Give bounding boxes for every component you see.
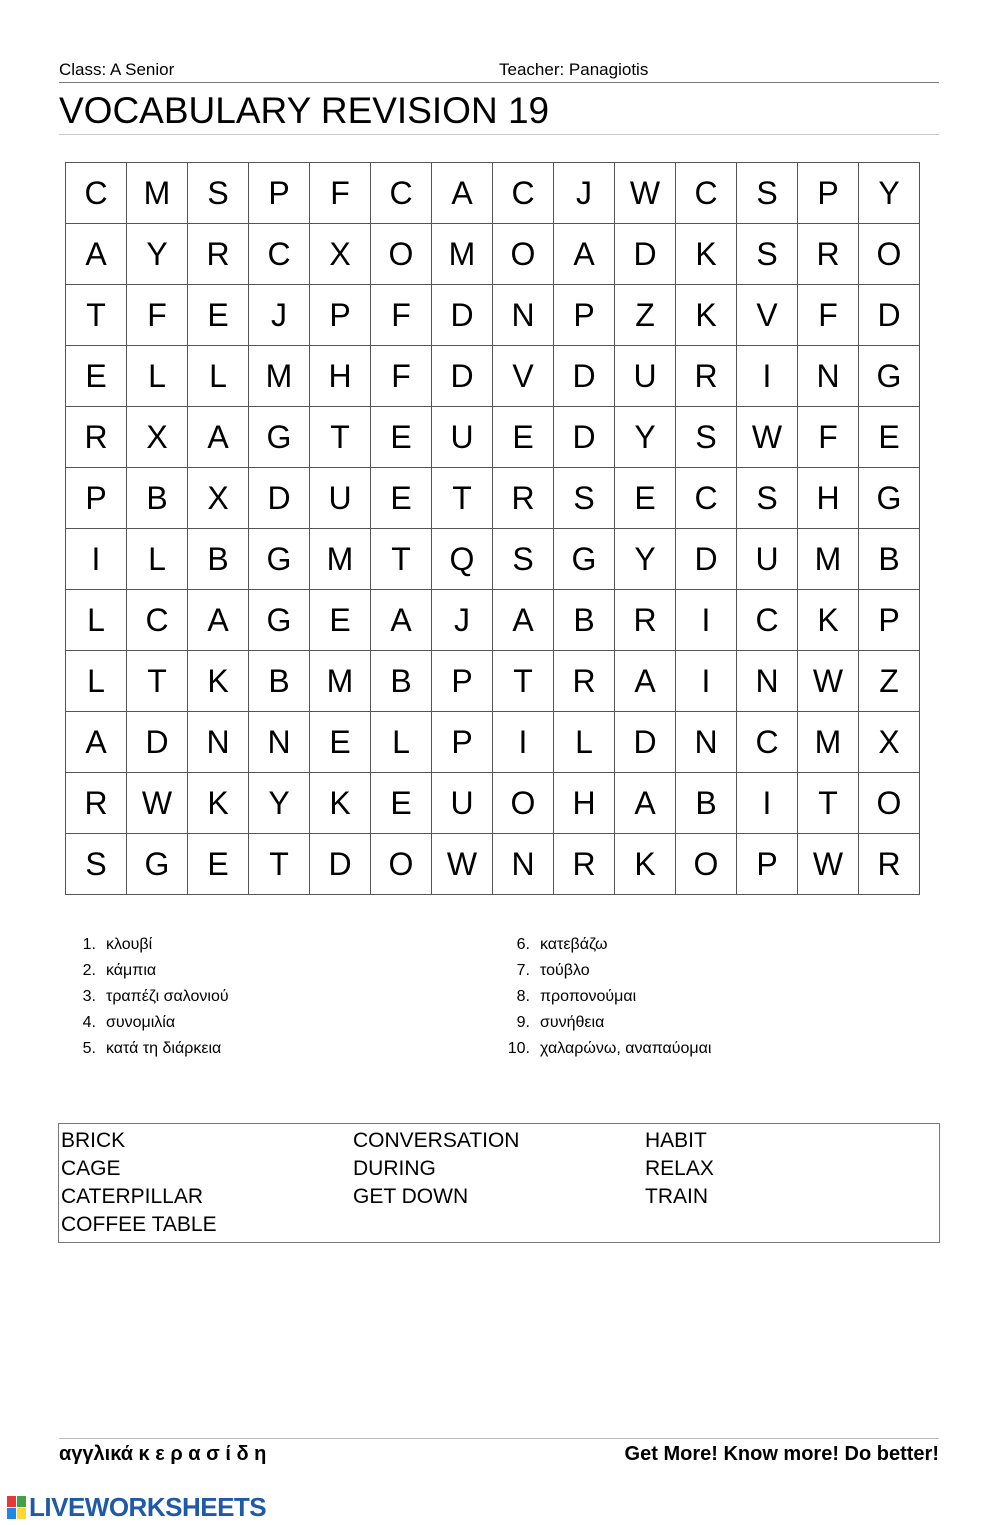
grid-cell[interactable]: Y bbox=[615, 407, 676, 468]
grid-cell[interactable]: P bbox=[737, 834, 798, 895]
grid-cell[interactable]: G bbox=[249, 407, 310, 468]
clue-number: 1. bbox=[82, 936, 96, 953]
word-bank-column bbox=[61, 1127, 217, 1239]
grid-cell[interactable]: A bbox=[66, 712, 127, 773]
clue-list-left bbox=[66, 934, 229, 1064]
grid-cell[interactable]: T bbox=[66, 285, 127, 346]
clue-item bbox=[66, 986, 229, 1012]
logo-square bbox=[17, 1508, 26, 1519]
grid-cell[interactable]: E bbox=[371, 468, 432, 529]
grid-cell[interactable]: Y bbox=[615, 529, 676, 590]
grid-cell[interactable]: G bbox=[249, 590, 310, 651]
grid-cell[interactable]: P bbox=[249, 163, 310, 224]
teacher-label: Teacher: Panagiotis bbox=[499, 60, 649, 79]
grid-cell[interactable]: L bbox=[127, 529, 188, 590]
clue-item bbox=[500, 1012, 711, 1038]
grid-row bbox=[66, 834, 920, 895]
clue-number: 2. bbox=[82, 962, 96, 979]
clue-text: κατεβάζω bbox=[540, 936, 608, 953]
word-search-grid bbox=[65, 162, 920, 895]
grid-cell[interactable]: C bbox=[66, 163, 127, 224]
grid-cell[interactable]: L bbox=[554, 712, 615, 773]
grid-cell[interactable]: A bbox=[371, 590, 432, 651]
grid-cell[interactable]: D bbox=[127, 712, 188, 773]
clue-item bbox=[500, 1038, 711, 1064]
grid-cell[interactable]: E bbox=[188, 285, 249, 346]
grid-cell[interactable]: X bbox=[188, 468, 249, 529]
grid-cell[interactable]: V bbox=[493, 346, 554, 407]
grid-cell[interactable]: R bbox=[66, 407, 127, 468]
word-bank bbox=[58, 1123, 940, 1243]
grid-cell[interactable]: U bbox=[432, 773, 493, 834]
grid-cell[interactable]: R bbox=[676, 346, 737, 407]
logo-square bbox=[17, 1496, 26, 1507]
grid-cell[interactable]: R bbox=[554, 834, 615, 895]
grid-cell[interactable]: Y bbox=[127, 224, 188, 285]
grid-cell[interactable]: N bbox=[798, 346, 859, 407]
liveworksheets-logo-text: LIVEWORKSHEETS bbox=[29, 1491, 267, 1522]
grid-cell[interactable]: N bbox=[493, 834, 554, 895]
grid-cell[interactable]: B bbox=[554, 590, 615, 651]
grid-cell[interactable]: U bbox=[737, 529, 798, 590]
clue-number: 8. bbox=[516, 988, 530, 1005]
clue-item bbox=[66, 960, 229, 986]
word-bank-column bbox=[645, 1127, 714, 1211]
grid-cell[interactable]: M bbox=[249, 346, 310, 407]
grid-cell[interactable]: D bbox=[859, 285, 920, 346]
clue-text: κλουβί bbox=[106, 936, 153, 953]
grid-cell[interactable]: W bbox=[127, 773, 188, 834]
grid-cell[interactable]: M bbox=[798, 712, 859, 773]
grid-cell[interactable]: K bbox=[615, 834, 676, 895]
page-title: VOCABULARY REVISION 19 bbox=[59, 88, 939, 135]
clue-number: 7. bbox=[516, 962, 530, 979]
footer-divider bbox=[59, 1438, 939, 1439]
grid-cell[interactable]: C bbox=[371, 163, 432, 224]
grid-cell[interactable]: I bbox=[66, 529, 127, 590]
grid-cell[interactable]: O bbox=[859, 773, 920, 834]
grid-cell[interactable]: O bbox=[676, 834, 737, 895]
grid-cell[interactable]: K bbox=[188, 773, 249, 834]
grid-cell[interactable]: E bbox=[371, 773, 432, 834]
clue-number: 6. bbox=[516, 936, 530, 953]
grid-cell[interactable]: A bbox=[615, 651, 676, 712]
grid-cell[interactable]: K bbox=[188, 651, 249, 712]
grid-cell[interactable]: G bbox=[554, 529, 615, 590]
grid-cell[interactable]: T bbox=[493, 651, 554, 712]
grid-cell[interactable]: P bbox=[432, 651, 493, 712]
grid-cell[interactable]: C bbox=[737, 712, 798, 773]
grid-cell[interactable]: B bbox=[371, 651, 432, 712]
grid-cell[interactable]: L bbox=[188, 346, 249, 407]
grid-cell[interactable]: S bbox=[554, 468, 615, 529]
grid-cell[interactable]: N bbox=[493, 285, 554, 346]
word-bank-word: RELAX bbox=[645, 1157, 714, 1180]
word-bank-column bbox=[353, 1127, 519, 1211]
grid-cell[interactable]: X bbox=[859, 712, 920, 773]
grid-cell[interactable]: F bbox=[310, 163, 371, 224]
word-bank-word: BRICK bbox=[61, 1129, 126, 1152]
grid-cell[interactable]: E bbox=[66, 346, 127, 407]
clue-text: τούβλο bbox=[540, 962, 590, 979]
grid-cell[interactable]: D bbox=[249, 468, 310, 529]
grid-cell[interactable]: E bbox=[310, 590, 371, 651]
grid-cell[interactable]: L bbox=[66, 651, 127, 712]
grid-cell[interactable]: R bbox=[66, 773, 127, 834]
grid-cell[interactable]: X bbox=[127, 407, 188, 468]
grid-cell[interactable]: C bbox=[493, 163, 554, 224]
word-bank-word: CONVERSATION bbox=[353, 1129, 520, 1152]
clue-text: κατά τη διάρκεια bbox=[106, 1040, 222, 1057]
grid-cell[interactable]: D bbox=[432, 285, 493, 346]
grid-cell[interactable]: S bbox=[66, 834, 127, 895]
grid-row bbox=[66, 590, 920, 651]
grid-cell[interactable]: E bbox=[615, 468, 676, 529]
grid-cell[interactable]: N bbox=[676, 712, 737, 773]
grid-cell[interactable]: O bbox=[493, 773, 554, 834]
header-row bbox=[59, 58, 939, 83]
grid-row bbox=[66, 346, 920, 407]
grid-cell[interactable]: K bbox=[310, 773, 371, 834]
grid-cell[interactable]: G bbox=[859, 468, 920, 529]
grid-cell[interactable]: L bbox=[371, 712, 432, 773]
grid-cell[interactable]: A bbox=[66, 224, 127, 285]
grid-cell[interactable]: P bbox=[554, 285, 615, 346]
grid-cell[interactable]: D bbox=[554, 407, 615, 468]
logo-square bbox=[7, 1508, 16, 1519]
grid-cell[interactable]: E bbox=[371, 407, 432, 468]
grid-cell[interactable]: K bbox=[798, 590, 859, 651]
clue-number: 3. bbox=[82, 988, 96, 1005]
footer-left-text: αγγλικά κ ε ρ α σ ί δ η bbox=[59, 1443, 267, 1465]
grid-cell[interactable]: C bbox=[676, 468, 737, 529]
grid-cell[interactable]: B bbox=[676, 773, 737, 834]
grid-cell[interactable]: M bbox=[310, 529, 371, 590]
grid-cell[interactable]: U bbox=[615, 346, 676, 407]
word-bank-word: DURING bbox=[353, 1157, 436, 1180]
word-bank-word: COFFEE TABLE bbox=[61, 1213, 217, 1236]
grid-cell[interactable]: S bbox=[737, 224, 798, 285]
class-label: Class: A Senior bbox=[59, 60, 175, 79]
grid-cell[interactable]: N bbox=[188, 712, 249, 773]
grid-cell[interactable]: M bbox=[310, 651, 371, 712]
grid-cell[interactable]: Y bbox=[249, 773, 310, 834]
grid-cell[interactable]: U bbox=[310, 468, 371, 529]
grid-cell[interactable]: A bbox=[615, 773, 676, 834]
grid-cell[interactable]: Z bbox=[859, 651, 920, 712]
grid-cell[interactable]: R bbox=[493, 468, 554, 529]
grid-cell[interactable]: A bbox=[554, 224, 615, 285]
grid-row bbox=[66, 651, 920, 712]
clue-item bbox=[500, 960, 711, 986]
grid-cell[interactable]: K bbox=[676, 224, 737, 285]
grid-cell[interactable]: C bbox=[737, 590, 798, 651]
grid-cell[interactable]: G bbox=[249, 529, 310, 590]
grid-cell[interactable]: F bbox=[371, 346, 432, 407]
grid-cell[interactable]: P bbox=[66, 468, 127, 529]
clue-text: χαλαρώνω, αναπαύομαι bbox=[540, 1040, 712, 1057]
grid-row bbox=[66, 224, 920, 285]
clue-item bbox=[66, 934, 229, 960]
grid-cell[interactable]: L bbox=[66, 590, 127, 651]
grid-cell[interactable]: W bbox=[798, 834, 859, 895]
grid-cell[interactable]: D bbox=[310, 834, 371, 895]
word-bank-word: GET DOWN bbox=[353, 1185, 469, 1208]
word-bank-word: CATERPILLAR bbox=[61, 1185, 203, 1208]
footer-slogan: Get More! Know more! Do better! bbox=[624, 1443, 939, 1465]
grid-cell[interactable]: Y bbox=[859, 163, 920, 224]
clue-item bbox=[500, 934, 711, 960]
clue-text: κάμπια bbox=[106, 962, 157, 979]
clue-number: 5. bbox=[82, 1040, 96, 1057]
grid-cell[interactable]: N bbox=[737, 651, 798, 712]
grid-cell[interactable]: E bbox=[859, 407, 920, 468]
grid-cell[interactable]: M bbox=[798, 529, 859, 590]
grid-cell[interactable]: P bbox=[798, 163, 859, 224]
grid-cell[interactable]: F bbox=[371, 285, 432, 346]
grid-cell[interactable]: W bbox=[737, 407, 798, 468]
grid-cell[interactable]: S bbox=[188, 163, 249, 224]
grid-cell[interactable]: A bbox=[493, 590, 554, 651]
grid-cell[interactable]: O bbox=[493, 224, 554, 285]
grid-cell[interactable]: W bbox=[432, 834, 493, 895]
grid-cell[interactable]: D bbox=[615, 224, 676, 285]
grid-row bbox=[66, 285, 920, 346]
grid-cell[interactable]: I bbox=[676, 590, 737, 651]
grid-cell[interactable]: H bbox=[554, 773, 615, 834]
grid-cell[interactable]: J bbox=[249, 285, 310, 346]
grid-cell[interactable]: B bbox=[859, 529, 920, 590]
grid-cell[interactable]: C bbox=[249, 224, 310, 285]
clue-text: προπονούμαι bbox=[540, 988, 637, 1005]
grid-cell[interactable]: B bbox=[249, 651, 310, 712]
grid-cell[interactable]: Z bbox=[615, 285, 676, 346]
grid-cell[interactable]: T bbox=[127, 651, 188, 712]
grid-cell[interactable]: H bbox=[798, 468, 859, 529]
grid-row bbox=[66, 163, 920, 224]
grid-row bbox=[66, 468, 920, 529]
grid-row bbox=[66, 407, 920, 468]
grid-cell[interactable]: K bbox=[676, 285, 737, 346]
grid-cell[interactable]: I bbox=[737, 773, 798, 834]
clue-item bbox=[66, 1038, 229, 1064]
grid-cell[interactable]: F bbox=[127, 285, 188, 346]
grid-cell[interactable]: R bbox=[188, 224, 249, 285]
grid-cell[interactable]: E bbox=[310, 712, 371, 773]
word-bank-word: HABIT bbox=[645, 1129, 707, 1152]
grid-cell[interactable]: W bbox=[615, 163, 676, 224]
grid-row bbox=[66, 529, 920, 590]
clue-number: 4. bbox=[82, 1014, 96, 1031]
grid-cell[interactable]: C bbox=[676, 163, 737, 224]
grid-cell[interactable]: J bbox=[554, 163, 615, 224]
grid-cell[interactable]: G bbox=[859, 346, 920, 407]
grid-cell[interactable]: D bbox=[554, 346, 615, 407]
grid-cell[interactable]: R bbox=[615, 590, 676, 651]
clue-text: συνομιλία bbox=[106, 1014, 176, 1031]
grid-cell[interactable]: A bbox=[188, 590, 249, 651]
clue-number: 9. bbox=[516, 1014, 530, 1031]
grid-cell[interactable]: X bbox=[310, 224, 371, 285]
liveworksheets-logo-icon bbox=[7, 1495, 27, 1519]
grid-cell[interactable]: B bbox=[188, 529, 249, 590]
grid-cell[interactable]: S bbox=[493, 529, 554, 590]
clue-text: τραπέζι σαλονιού bbox=[106, 988, 229, 1005]
grid-cell[interactable]: E bbox=[188, 834, 249, 895]
grid-cell[interactable]: M bbox=[432, 224, 493, 285]
grid-cell[interactable]: Q bbox=[432, 529, 493, 590]
grid-cell[interactable]: A bbox=[188, 407, 249, 468]
grid-cell[interactable]: D bbox=[676, 529, 737, 590]
word-bank-word: TRAIN bbox=[645, 1185, 708, 1208]
clue-item bbox=[500, 986, 711, 1012]
grid-cell[interactable]: S bbox=[737, 468, 798, 529]
grid-cell[interactable]: P bbox=[432, 712, 493, 773]
grid-cell[interactable]: B bbox=[127, 468, 188, 529]
grid-cell[interactable]: F bbox=[798, 285, 859, 346]
grid-cell[interactable]: J bbox=[432, 590, 493, 651]
grid-cell[interactable]: E bbox=[493, 407, 554, 468]
grid-cell[interactable]: S bbox=[676, 407, 737, 468]
grid-cell[interactable]: F bbox=[798, 407, 859, 468]
grid-cell[interactable]: R bbox=[859, 834, 920, 895]
grid-cell[interactable]: T bbox=[249, 834, 310, 895]
grid-cell[interactable]: C bbox=[127, 590, 188, 651]
grid-row bbox=[66, 773, 920, 834]
grid-cell[interactable]: D bbox=[615, 712, 676, 773]
clue-text: συνήθεια bbox=[540, 1014, 605, 1031]
grid-cell[interactable]: T bbox=[310, 407, 371, 468]
grid-cell[interactable]: T bbox=[432, 468, 493, 529]
grid-cell[interactable]: H bbox=[310, 346, 371, 407]
grid-cell[interactable]: R bbox=[554, 651, 615, 712]
grid-cell[interactable]: U bbox=[432, 407, 493, 468]
grid-cell[interactable]: O bbox=[371, 834, 432, 895]
grid-cell[interactable]: S bbox=[737, 163, 798, 224]
grid-cell[interactable]: A bbox=[432, 163, 493, 224]
grid-cell[interactable]: V bbox=[737, 285, 798, 346]
grid-cell[interactable]: T bbox=[798, 773, 859, 834]
grid-cell[interactable]: W bbox=[798, 651, 859, 712]
grid-cell[interactable]: P bbox=[859, 590, 920, 651]
grid-cell[interactable]: I bbox=[676, 651, 737, 712]
grid-cell[interactable]: N bbox=[249, 712, 310, 773]
grid-cell[interactable]: G bbox=[127, 834, 188, 895]
grid-cell[interactable]: I bbox=[737, 346, 798, 407]
grid-cell[interactable]: I bbox=[493, 712, 554, 773]
logo-square bbox=[7, 1496, 16, 1507]
grid-cell[interactable]: L bbox=[127, 346, 188, 407]
grid-cell[interactable]: M bbox=[127, 163, 188, 224]
clue-list-right bbox=[500, 934, 711, 1064]
grid-cell[interactable]: D bbox=[432, 346, 493, 407]
grid-cell[interactable]: P bbox=[310, 285, 371, 346]
grid-cell[interactable]: O bbox=[859, 224, 920, 285]
grid-cell[interactable]: T bbox=[371, 529, 432, 590]
word-bank-word: CAGE bbox=[61, 1157, 121, 1180]
clue-number: 10. bbox=[507, 1040, 530, 1057]
grid-cell[interactable]: R bbox=[798, 224, 859, 285]
clue-item bbox=[66, 1012, 229, 1038]
liveworksheets-logo bbox=[7, 1492, 266, 1522]
grid-cell[interactable]: O bbox=[371, 224, 432, 285]
grid-row bbox=[66, 712, 920, 773]
